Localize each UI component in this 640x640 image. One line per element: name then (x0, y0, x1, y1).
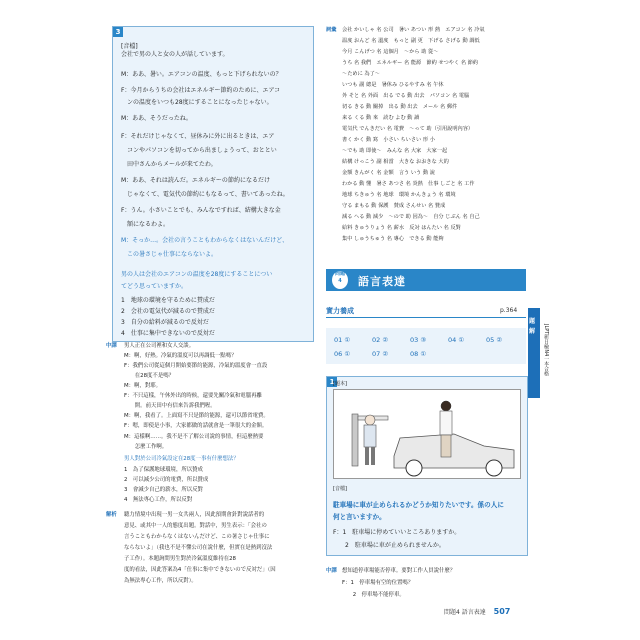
vocab-line: 地球 ちきゅう 名 地球 環境 かんきょう 名 環境 (342, 192, 456, 198)
vocab-line: 金額 きんがく 名 金額 言う いう 動 說 (342, 170, 435, 176)
option-4: 4 仕事に集中できないので反対だ (121, 330, 215, 337)
vocab-line: 温度 おんど 名 溫度 もっと 副 更 下げる さげる 動 調低 (342, 38, 480, 44)
side-tab-char: 題 (529, 318, 536, 325)
translation-line: 2 停車場不能停車。 (342, 592, 405, 598)
practice-title: 實力養成 (326, 307, 354, 315)
transcript-line: 会社で男の人と女の人が話しています。 (121, 51, 229, 58)
attendant-leg (365, 447, 369, 465)
answer-item: 08 ① (410, 350, 427, 358)
translation-line: F：不只這樣，午休外出的時候，還要先關冷氣和電腦再離 (124, 393, 262, 399)
vocab-line: いつも 副 總是 暑休み ひるやすみ 名 午休 (342, 82, 444, 88)
vocab-line: わかる 動 懂 暑さ あつさ 名 炎熱 仕事 しごと 名 工作 (342, 181, 475, 187)
translation-line: M：啊，對耶。 (124, 383, 161, 389)
vocab-line: ～ために 為了～ (342, 71, 380, 77)
question-text: 何と言いますか。 (333, 513, 386, 521)
transcript-line: じゃなくて、電気代の節約にもなるって、書いてあったね。 (121, 191, 289, 198)
transcript-line-highlight: この暑さじゃ仕事にならないよ。 (121, 251, 218, 258)
question-box (326, 376, 528, 556)
car-wheel (486, 460, 502, 476)
translation-line: M：啊，好熱。冷氣的溫度可以再調低一點嗎？ (124, 353, 237, 359)
translation-line: F：我們公司從這個月開始要節約能源，冷氣的溫度會一直設 (124, 363, 268, 369)
translation-line: 在28度不是嗎？ (124, 373, 174, 379)
transcript-line: F：うん。小さいことでも、みんなですれば、結構大きな金 (121, 207, 281, 214)
transcript-line: M：ああ、そうだったね。 (121, 115, 192, 122)
analysis-line: ならないよ」（我也不是不懂公司在說什麼，但實在是熱到沒法 (124, 545, 273, 551)
mondai-badge (332, 271, 348, 289)
woman-skirt (441, 435, 451, 457)
audio-tag: [音檔] (121, 43, 138, 50)
gate-post (352, 414, 358, 466)
mondai-label: 問題 (334, 271, 345, 277)
side-tab (528, 308, 540, 398)
vocab-line: 電気代 でんきだい 名 電費 ～って 助（引用說明內容） (342, 126, 474, 132)
translation-line: M：這樣啊……。我不是不了解公司說的事情，但這麼熱要 (124, 434, 264, 440)
question-line: 男の人は会社のエアコンの温度を28度にすることについ (121, 271, 273, 278)
vocab-line: 減る へる 動 減少 ～ので 助 因為～ 自分 じぶん 名 自己 (342, 214, 480, 220)
question-text: 駐車場に車が止められるかどうか知りたいです。係の人に (333, 501, 504, 509)
translation-line: F：1 停車場有空的位置嗎？ (342, 580, 414, 586)
attendant-head (365, 415, 375, 425)
side-tab-char: 解 (529, 328, 536, 335)
vocab-line: 切る きる 動 關掉 出る 動 出去 メール 名 郵件 (342, 104, 458, 110)
translation-label: 中譯 (326, 568, 337, 574)
audio-tag: [音檔] (333, 486, 347, 492)
woman-body (440, 411, 452, 435)
answer-item: 02 ② (372, 336, 389, 344)
parking-illustration (334, 390, 520, 478)
translation-question: 男人對於公司冷氣設定在28度一事有什麼想法？ (124, 456, 239, 462)
vocab-line: 結構 けっこう 副 相當 大きな おおきな 大的 (342, 159, 449, 165)
question-number-badge: 3 (113, 27, 123, 37)
book-title-vertical: JLPT新日檢N4一本合格 (543, 324, 549, 377)
option-3: 3 自分の給料が減るので反対だ (121, 319, 209, 326)
option-2: 2 会社の電気代が減るので賛成だ (121, 308, 215, 315)
footer-section: 問題4 語言表達 (444, 609, 486, 616)
option-1: 1 地球の環境を守るために賛成だ (121, 297, 215, 304)
analysis-line: 聽力情境中出現一男一女共兩人，因此預期會針對說話者的 (124, 512, 265, 518)
vocab-label: 詞彙 (326, 27, 337, 33)
translation-option: 3 會減少自己的薪水，所以反對 (124, 487, 203, 493)
car-wheel (406, 460, 422, 476)
vocab-line: 書く かく 動 寫 小さい ちいさい 形 小 (342, 137, 435, 143)
question-number-badge: 1 (327, 377, 337, 387)
transcript-line: 田中さんからメールが来てたわ。 (121, 161, 217, 168)
translation-line: 想知道停車場能否停車。要對工作人員說什麼？ (342, 568, 456, 574)
analysis-line: 言うこともわからなくはないんだけど、この暑さじゃ仕事に (124, 534, 270, 540)
vocab-line: 外 そと 名 外面 出る でる 動 出去 パソコン 名 電腦 (342, 93, 470, 99)
vocab-line: 給料 きゅうりょう 名 薪水 反対 はんたい 名 反對 (342, 225, 461, 231)
section-title: 語言表達 (358, 275, 406, 288)
translation-option: 1 為了保護地球環境，所以贊成 (124, 467, 203, 473)
answer-item: 03 ③ (410, 336, 427, 344)
vocab-line: 会社 かいしゃ 名 公司 暑い あつい 形 熱 エアコン 名 冷氣 (342, 27, 485, 33)
translation-line: 怎麼工作啊。 (124, 444, 168, 450)
transcript-line: コンやパソコンを切ってから出ましょうって、おととい (121, 147, 277, 154)
translation-option: 4 無法專心工作，所以反對 (124, 497, 193, 503)
analysis-line: 度的看法，因此答案為4「仕事に集中できないので反対だ」（因 (124, 567, 276, 573)
vocab-line: 集中 しゅうちゅう 名 專心 できる 動 能夠 (342, 236, 444, 242)
analysis-line: 意見、或其中一人的態度出題。對話中，男生表示：「会社の (124, 523, 267, 529)
translation-line: 男人正在公司裡和女人交談。 (124, 343, 195, 349)
question-line: てどう思っていますか。 (121, 283, 188, 290)
analysis-label: 解析 (106, 512, 117, 518)
translation-line: F：嗯，即使是小事，大家都做的話就會是一筆很大的金額。 (124, 423, 268, 429)
translation-line: 開。前天田中有信來告訴我們喔。 (124, 403, 216, 409)
vocab-line: 今月 こんげつ 名 這個月 ～から 助 從～ (342, 49, 439, 55)
practice-divider (326, 317, 526, 318)
transcript-line: ンの温度をいつも28度にすることになったじゃない。 (121, 99, 273, 106)
analysis-line: 為無法專心工作，所以反對）。 (124, 578, 197, 584)
translation-line: M：啊，我看了。上面寫不只是節約能源，還可以節省電費。 (124, 413, 269, 419)
transcript-box (112, 26, 314, 342)
transcript-line: 額になるわよ。 (121, 221, 170, 228)
attendant-leg (371, 447, 375, 465)
woman-head (441, 401, 451, 411)
vocab-line: 来る くる 動 來 読む よむ 動 讀 (342, 115, 420, 121)
transcript-line: M：ああ、それは読んだ。エネルギーの節約になるだけ (121, 177, 270, 184)
answer-item: 05 ② (486, 336, 503, 344)
analysis-line: 子工作）。本題詢問男生對於冷氣溫度維持在28 (124, 556, 236, 562)
vocab-line: ～でも 助 即使～ みんな 名 大家 大家一起 (342, 148, 448, 154)
mondai-number: 4 (338, 278, 342, 284)
picture-tag: [題本] (333, 381, 347, 387)
transcript-line-highlight: M：そっか…。会社の言うこともわからなくはないんだけど、 (121, 237, 289, 244)
answer-item: 04 ① (448, 336, 465, 344)
page-number: 507 (493, 607, 511, 616)
answer-item: 06 ① (334, 350, 351, 358)
section-banner (326, 269, 526, 291)
answer-key (326, 328, 526, 364)
vocab-line: 守る まもる 動 保護 賛成 さんせい 名 贊成 (342, 203, 446, 209)
vocab-line: うち 名 我們 エネルギー 名 能源 節約 せつやく 名 節約 (342, 60, 479, 66)
option-1: F：1 駐車場に停めていいところありますか。 (333, 529, 461, 536)
answer-item: 01 ① (334, 336, 351, 344)
translation-option: 2 可以減少公司的電費，所以贊成 (124, 477, 209, 483)
practice-page-ref: p.364 (500, 307, 518, 314)
translation-label: 中譯 (106, 343, 117, 349)
option-2: 2 駐車場に車が止められませんか。 (333, 542, 445, 549)
illustration (333, 389, 521, 479)
attendant-body (364, 425, 376, 447)
transcript-line: F：今月からうちの会社はエネルギー節約のために、エアコ (121, 87, 281, 94)
answer-item: 07 ② (372, 350, 389, 358)
transcript-line: M：ああ、暑い。エアコンの温度、もっと下げられないの？ (121, 71, 282, 78)
page-footer (444, 607, 510, 616)
transcript-line: F：それだけじゃなくて、昼休みに外に出るときは、エア (121, 133, 275, 140)
